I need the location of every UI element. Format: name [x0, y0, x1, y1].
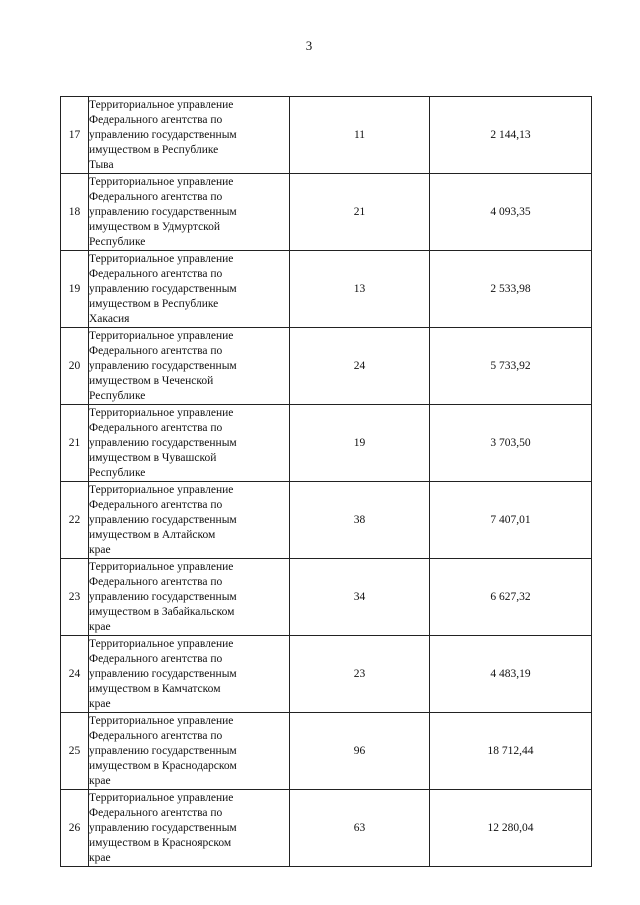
row-number: 25 — [61, 713, 89, 790]
row-sum: 2 533,98 — [430, 251, 592, 328]
row-count: 21 — [290, 174, 430, 251]
table-row — [61, 713, 592, 790]
table-row — [61, 251, 592, 328]
row-number: 17 — [61, 97, 89, 174]
row-number: 26 — [61, 790, 89, 867]
organization-name: Территориальное управление Федерального агентства по управлению государственным имуществом в Краснодарском крае — [89, 713, 290, 790]
organization-name: Территориальное управление Федерального агентства по управлению государственным имуществом в Камчатском крае — [89, 636, 290, 713]
table-row — [61, 405, 592, 482]
allocation-table — [60, 96, 592, 867]
table-row — [61, 636, 592, 713]
row-count: 38 — [290, 482, 430, 559]
organization-name: Территориальное управление Федерального агентства по управлению государственным имуществом в Чеченской Республике — [89, 328, 290, 405]
row-number: 20 — [61, 328, 89, 405]
organization-name: Территориальное управление Федерального агентства по управлению государственным имуществом в Забайкальском крае — [89, 559, 290, 636]
organization-name: Территориальное управление Федерального агентства по управлению государственным имуществом в Республике Тыва — [89, 97, 290, 174]
page-number: 3 — [305, 38, 313, 53]
row-sum: 6 627,32 — [430, 559, 592, 636]
table-row — [61, 174, 592, 251]
organization-name: Территориальное управление Федерального агентства по управлению государственным имуществом в Удмуртской Республике — [89, 174, 290, 251]
organization-name: Территориальное управление Федерального агентства по управлению государственным имуществом в Республике Хакасия — [89, 251, 290, 328]
row-count: 96 — [290, 713, 430, 790]
row-count: 63 — [290, 790, 430, 867]
row-sum: 12 280,04 — [430, 790, 592, 867]
row-number: 24 — [61, 636, 89, 713]
row-count: 24 — [290, 328, 430, 405]
table-body — [61, 97, 592, 867]
table-row — [61, 97, 592, 174]
row-number: 18 — [61, 174, 89, 251]
organization-name: Территориальное управление Федерального агентства по управлению государственным имуществом в Чувашской Республике — [89, 405, 290, 482]
row-sum: 4 483,19 — [430, 636, 592, 713]
row-sum: 5 733,92 — [430, 328, 592, 405]
row-sum: 4 093,35 — [430, 174, 592, 251]
row-count: 34 — [290, 559, 430, 636]
organization-name: Территориальное управление Федерального агентства по управлению государственным имуществом в Красноярском крае — [89, 790, 290, 867]
row-sum: 7 407,01 — [430, 482, 592, 559]
table-row — [61, 328, 592, 405]
row-sum: 18 712,44 — [430, 713, 592, 790]
row-count: 23 — [290, 636, 430, 713]
row-number: 22 — [61, 482, 89, 559]
row-number: 19 — [61, 251, 89, 328]
row-count: 13 — [290, 251, 430, 328]
row-sum: 2 144,13 — [430, 97, 592, 174]
row-count: 19 — [290, 405, 430, 482]
organization-name: Территориальное управление Федерального агентства по управлению государственным имуществом в Алтайском крае — [89, 482, 290, 559]
table-row — [61, 790, 592, 867]
table-row — [61, 482, 592, 559]
table-row — [61, 559, 592, 636]
row-number: 21 — [61, 405, 89, 482]
row-sum: 3 703,50 — [430, 405, 592, 482]
row-count: 11 — [290, 97, 430, 174]
row-number: 23 — [61, 559, 89, 636]
